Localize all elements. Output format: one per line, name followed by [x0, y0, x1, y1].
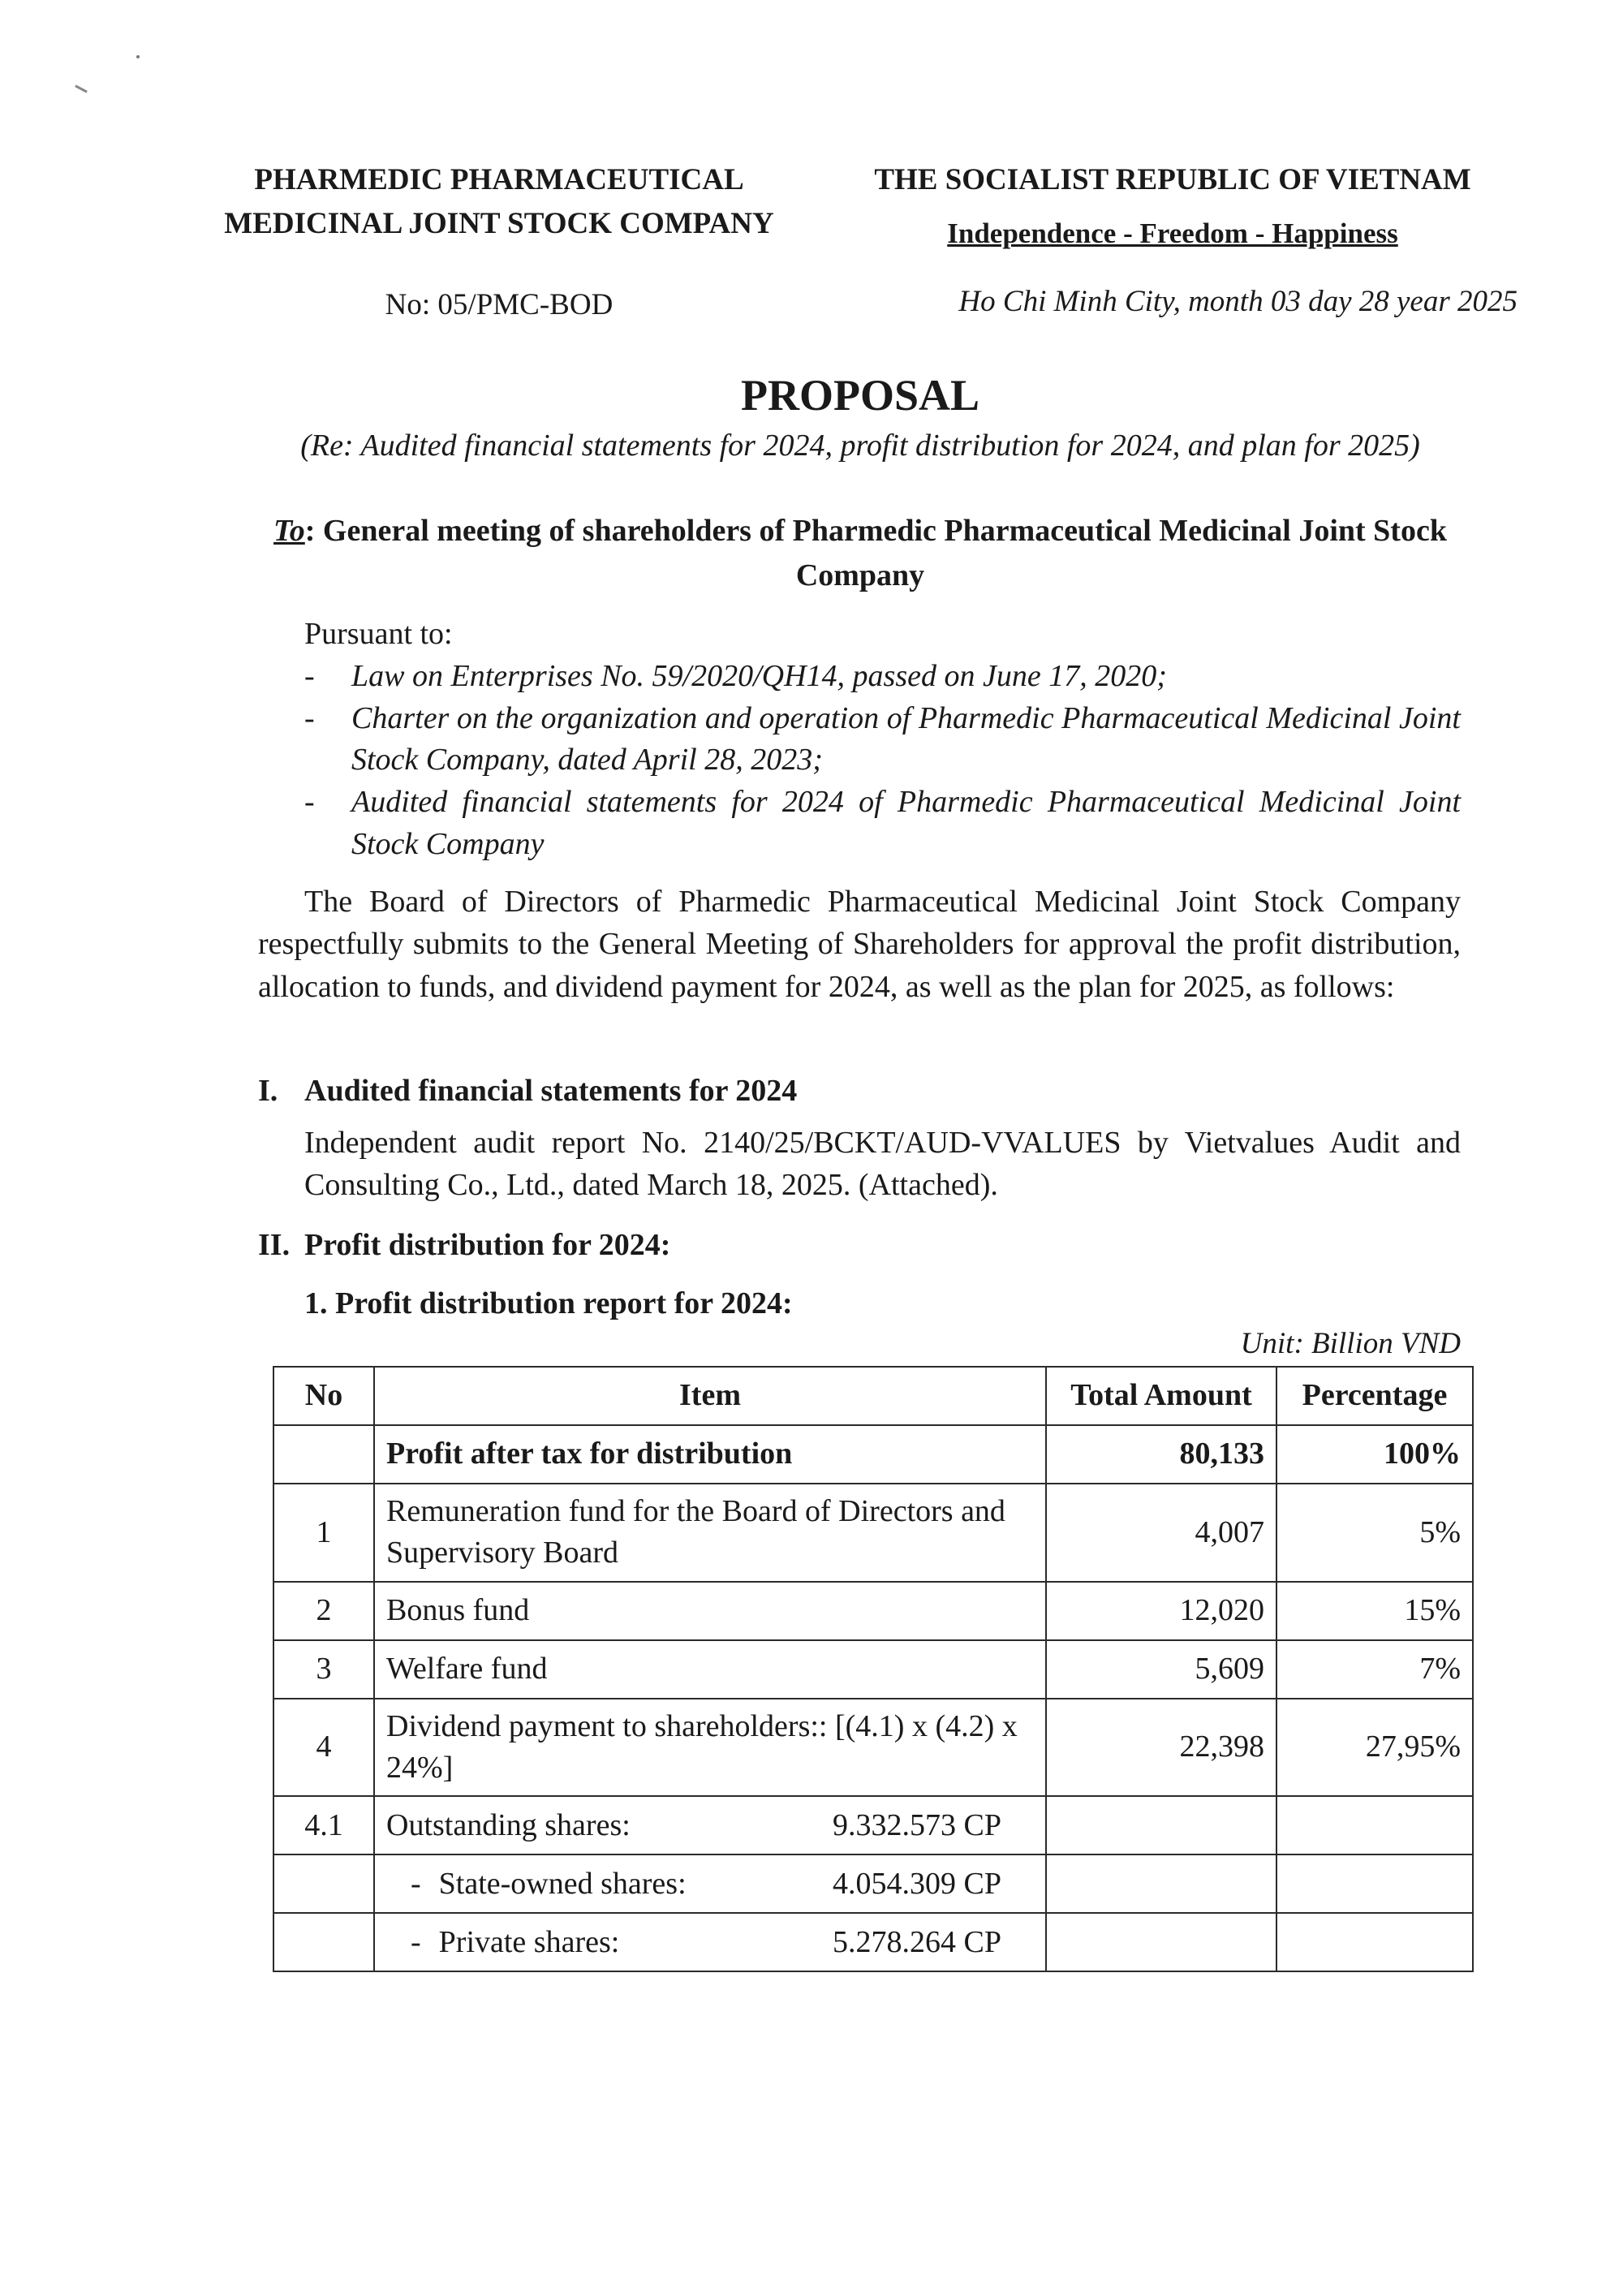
cell-item: Dividend payment to shareholders:: [(4.1) x (4.2) x 24%] — [374, 1699, 1046, 1797]
table-row — [273, 1699, 1473, 1797]
cell-percentage — [1276, 1854, 1473, 1913]
cell-percentage: 7% — [1276, 1640, 1473, 1699]
legal-basis-item: - Law on Enterprises No. 59/2020/QH14, passed on June 17, 2020; — [304, 656, 1461, 698]
private-shares — [386, 1922, 1034, 1963]
cell-item — [374, 1854, 1046, 1913]
column-header: Item — [374, 1367, 1046, 1425]
legal-basis-item: - Charter on the organization and operation of Pharmedic Pharmaceutical Medicinal Joint Stock Company, dated April 28, 2023; — [304, 698, 1461, 782]
table-row — [273, 1582, 1473, 1640]
shares-label: - State-owned shares: — [411, 1863, 687, 1905]
cell-amount: 5,609 — [1046, 1640, 1276, 1699]
legal-basis-list — [304, 656, 1461, 865]
national-header — [828, 158, 1518, 255]
national-motto: Independence - Freedom - Happiness — [947, 217, 1398, 249]
addressee — [243, 509, 1477, 598]
cell-item — [374, 1796, 1046, 1854]
cell-percentage: 5% — [1276, 1484, 1473, 1582]
addressee-label: To — [273, 514, 305, 548]
list-dash: - — [304, 785, 315, 820]
cell-no — [273, 1425, 374, 1484]
document-subtitle: (Re: Audited financial statements for 2024, profit distribution for 2024, and plan for 2025) — [300, 429, 1420, 463]
section-heading — [258, 1070, 797, 1113]
shares-label: Outstanding shares: — [386, 1807, 631, 1842]
cell-no — [273, 1913, 374, 1971]
cell-amount: 22,398 — [1046, 1699, 1276, 1797]
document-title: PROPOSAL — [740, 371, 980, 420]
section-title: Audited financial statements for 2024 — [304, 1074, 798, 1108]
shares-label: - Private shares: — [411, 1922, 619, 1963]
cell-amount: 80,133 — [1046, 1425, 1276, 1484]
cell-no: 4 — [273, 1699, 374, 1797]
cell-percentage: 27,95% — [1276, 1699, 1473, 1797]
document-number: No: 05/PMC-BOD — [385, 288, 613, 321]
cell-no: 2 — [273, 1582, 374, 1640]
cell-percentage — [1276, 1796, 1473, 1854]
country-name: THE SOCIALIST REPUBLIC OF VIETNAM — [874, 163, 1471, 196]
company-name-line2: MEDICINAL JOINT STOCK COMPANY — [224, 206, 774, 240]
table-row — [273, 1640, 1473, 1699]
cell-amount — [1046, 1854, 1276, 1913]
shares-value: 9.332.573 CP — [833, 1807, 1001, 1842]
pursuant-label: Pursuant to: — [304, 617, 453, 651]
section-number: I. — [258, 1074, 278, 1108]
shares-value: 4.054.309 CP — [833, 1866, 1001, 1901]
cell-no — [273, 1854, 374, 1913]
scan-speck — [136, 55, 140, 58]
table-row-shares — [273, 1854, 1473, 1913]
cell-no: 4.1 — [273, 1796, 374, 1854]
column-header: Total Amount — [1046, 1367, 1276, 1425]
cell-item: Remuneration fund for the Board of Directors and Supervisory Board — [374, 1484, 1046, 1582]
table-row — [273, 1484, 1473, 1582]
intro-paragraph: The Board of Directors of Pharmedic Pharmaceutical Medicinal Joint Stock Company respectfully submits to the General Meeting of Shareholders for approval the profit distribution, allocation to funds, and dividend payment for 2024, as well as the plan for 2025, as follows: — [258, 885, 1461, 1004]
list-dash: - — [304, 700, 315, 735]
shares-value: 5.278.264 CP — [833, 1924, 1001, 1959]
cell-item: Bonus fund — [374, 1582, 1046, 1640]
scan-speck — [75, 84, 88, 93]
column-header: Percentage — [1276, 1367, 1473, 1425]
unit-note: Unit: Billion VND — [1240, 1327, 1461, 1360]
profit-distribution-table — [273, 1366, 1474, 1972]
addressee-text: : General meeting of shareholders of Pharmedic Pharmaceutical Medicinal Joint Stock Company — [304, 514, 1447, 593]
company-name-line1: PHARMEDIC PHARMACEUTICAL — [254, 163, 744, 196]
cell-percentage: 100% — [1276, 1425, 1473, 1484]
cell-no: 1 — [273, 1484, 374, 1582]
cell-amount: 12,020 — [1046, 1582, 1276, 1640]
section-title: Profit distribution for 2024: — [304, 1228, 671, 1262]
table-row-shares — [273, 1796, 1473, 1854]
column-header: No — [273, 1367, 374, 1425]
section-heading — [258, 1224, 670, 1267]
legal-basis-item: - Audited financial statements for 2024 of Pharmedic Pharmaceutical Medicinal Joint Stock Company — [304, 782, 1461, 865]
table-row-shares — [273, 1913, 1473, 1971]
cell-percentage: 15% — [1276, 1582, 1473, 1640]
outstanding-shares — [386, 1805, 1034, 1846]
state-owned-shares — [386, 1863, 1034, 1905]
cell-amount — [1046, 1913, 1276, 1971]
company-name — [187, 158, 812, 245]
cell-percentage — [1276, 1913, 1473, 1971]
cell-item — [374, 1913, 1046, 1971]
audit-report-paragraph: Independent audit report No. 2140/25/BCKT/AUD-VVALUES by Vietvalues Audit and Consulting Co., Ltd., dated March 18, 2025. (Attached). — [304, 1126, 1461, 1202]
cell-amount — [1046, 1796, 1276, 1854]
list-dash: - — [304, 659, 315, 693]
cell-amount: 4,007 — [1046, 1484, 1276, 1582]
cell-item: Welfare fund — [374, 1640, 1046, 1699]
section-number: II. — [258, 1228, 291, 1262]
cell-no: 3 — [273, 1640, 374, 1699]
table-header-row — [273, 1367, 1473, 1425]
cell-item: Profit after tax for distribution — [374, 1425, 1046, 1484]
table-row-total — [273, 1425, 1473, 1484]
subsection-heading: 1. Profit distribution report for 2024: — [304, 1286, 793, 1320]
date-line: Ho Chi Minh City, month 03 day 28 year 2025 — [958, 285, 1518, 318]
